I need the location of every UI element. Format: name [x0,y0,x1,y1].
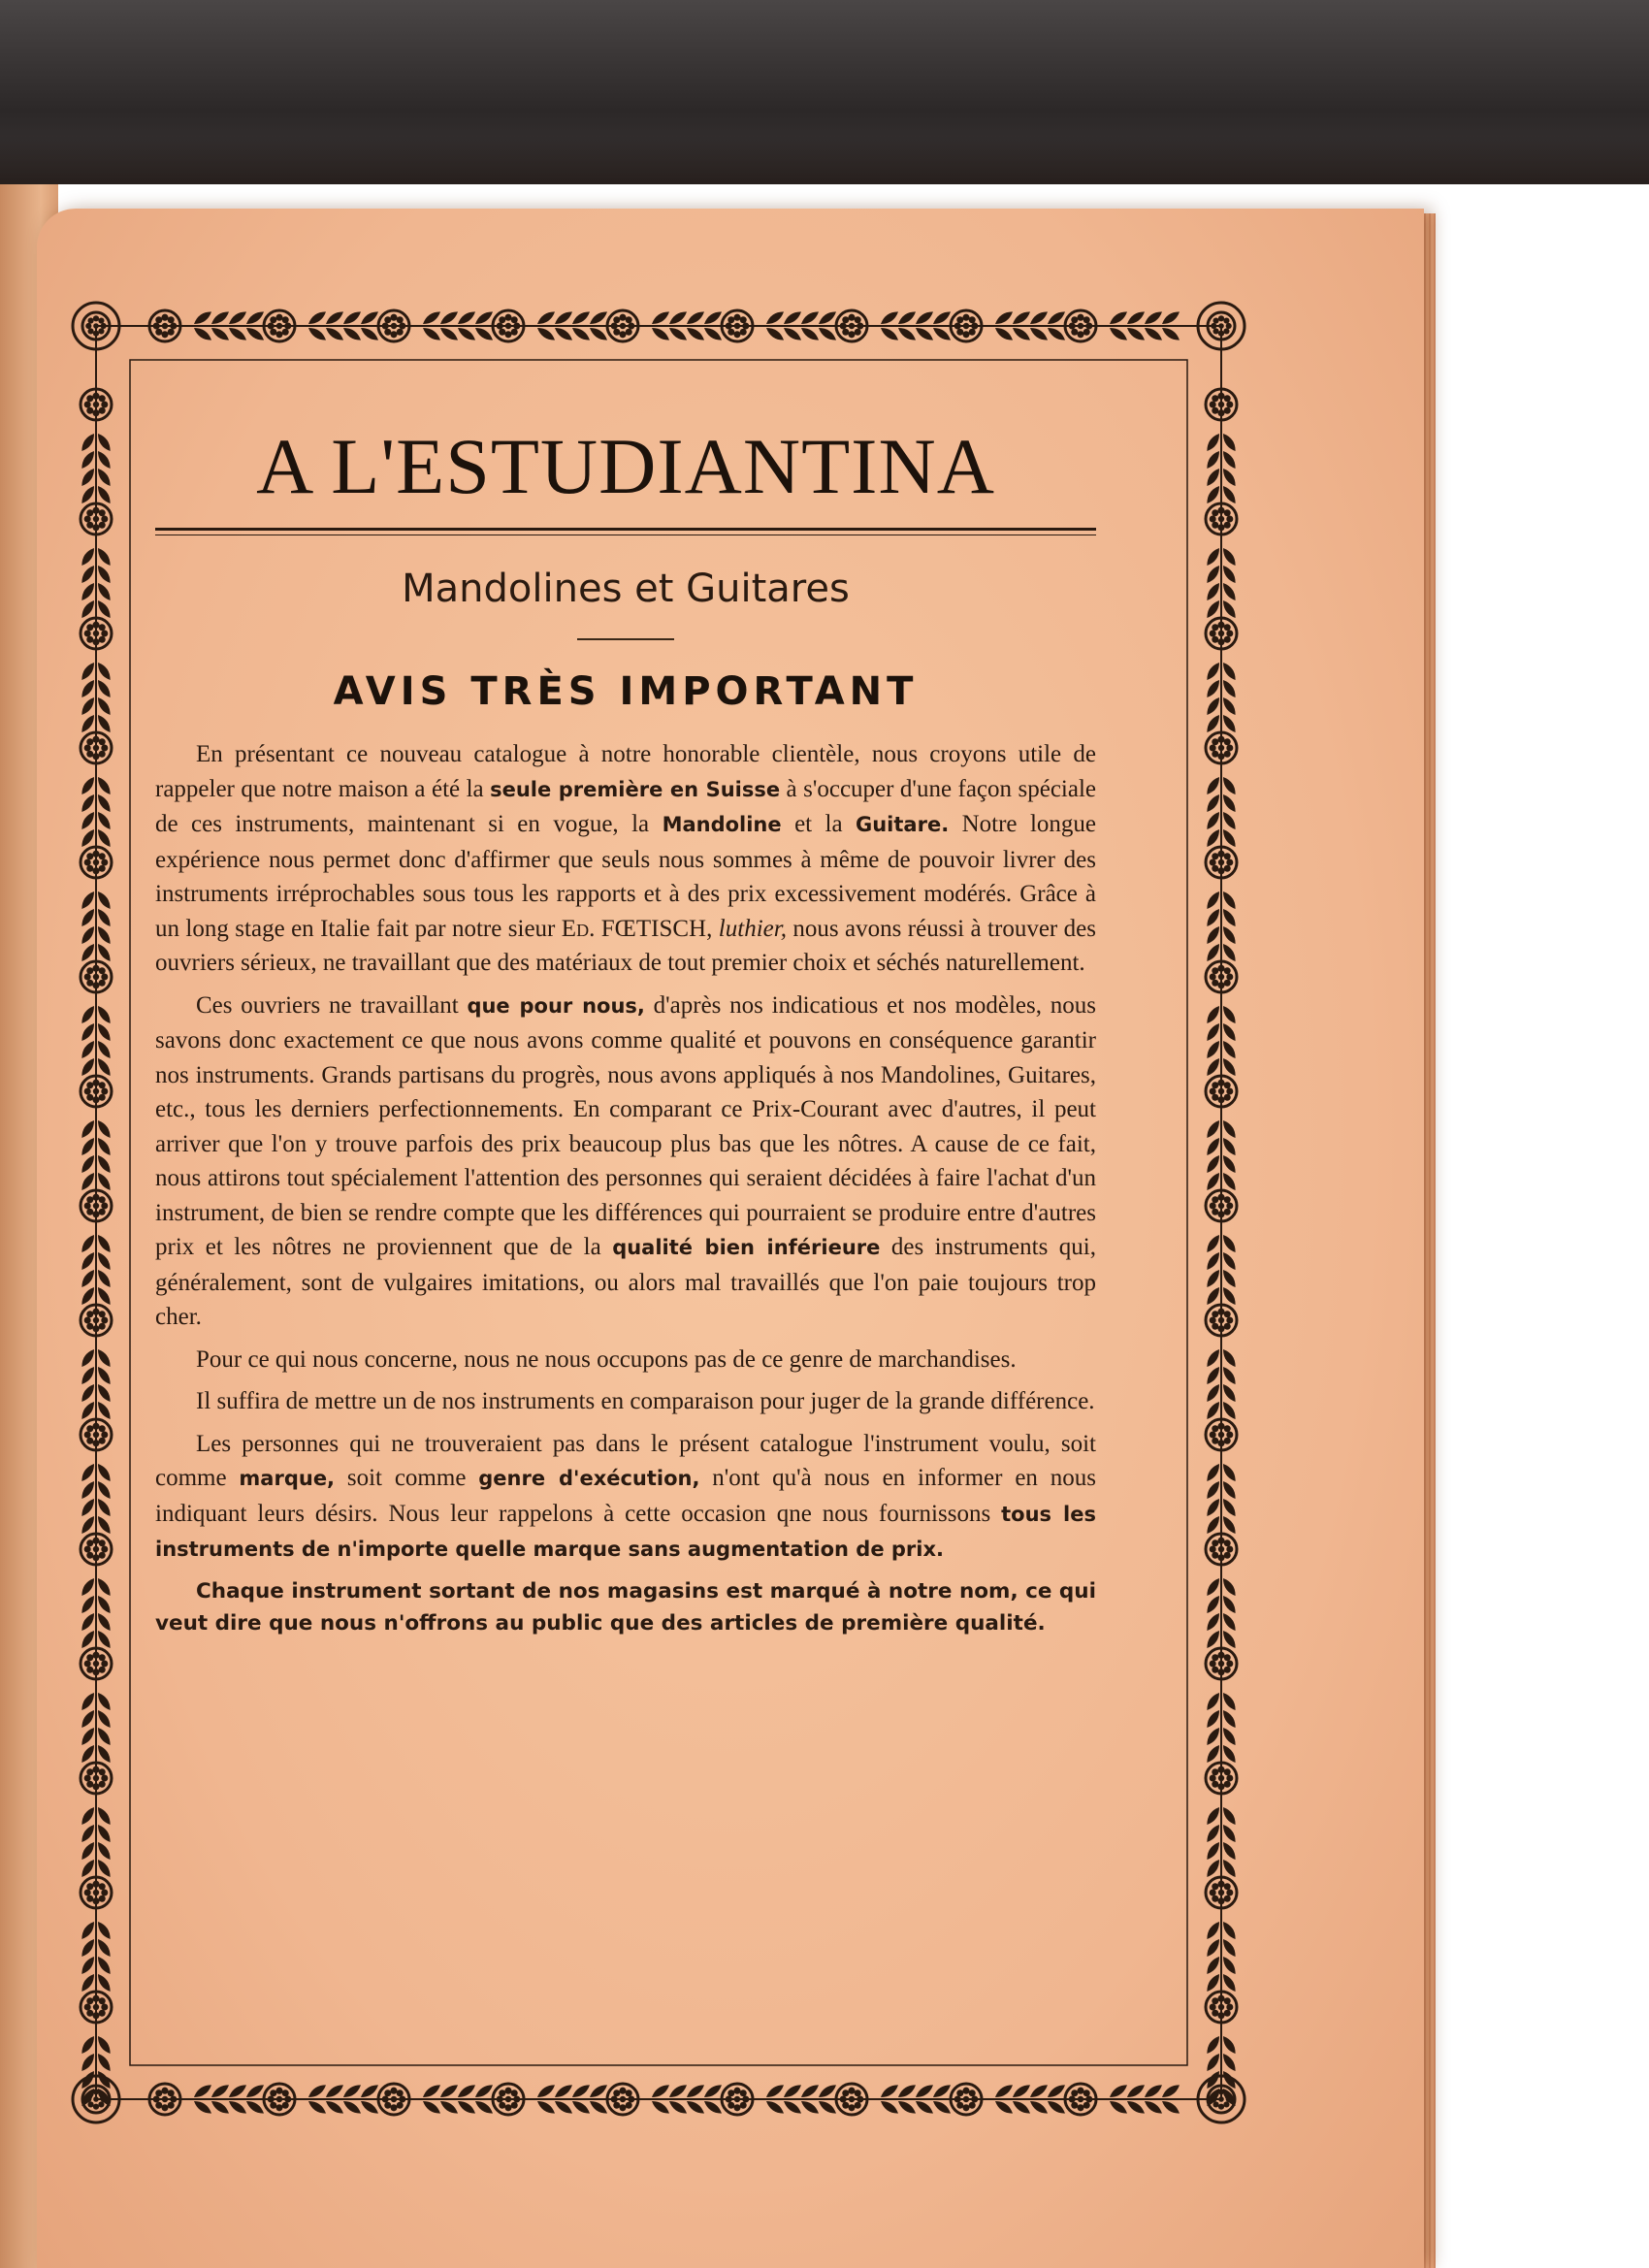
paragraph-6: Chaque instrument sortant de nos magasins est marqué à notre nom, ce qui veut dire que nous n'offrons au public que des articles de première qualité. [155,1578,1096,1636]
text-run: nous avons réussi à trouver des ouvriers sérieux, ne travaillant que des matériaux de tout premier choix et séchés naturellement. [155,915,1096,976]
bold-run: que pour nous, [467,993,645,1018]
page-content [155,422,1097,1647]
bold-run: tous les instruments de n'importe quelle marque sans augmentation de prix. [155,1502,1097,1561]
smallcaps-run: Ed. [561,915,596,942]
paragraph-4: Il suffira de mettre un de nos instruments en comparaison pour juger de la grande différence. [196,1388,1095,1414]
bold-run: Guitare. [856,813,950,836]
text-run: En présentant ce nouveau catalogue à notre honorable clientèle, nous croyons utile de rappeler que notre maison a été la [155,741,1096,802]
text-run: Ces ouvriers ne travaillant [196,991,468,1019]
text-run: soit comme [335,1465,479,1491]
text-run: FŒTISCH, [595,915,719,942]
notice-heading: AVIS TRÈS IMPORTANT [333,669,919,714]
paragraph-1 [155,737,1096,981]
title-double-rule [155,528,1096,535]
italic-run: luthier, [718,915,787,942]
notice-body [155,737,1096,1639]
page-subtitle: Mandolines et Guitares [402,567,850,611]
text-run: à s'occuper d'une façon spéciale de ces instruments, maintenant si en vogue, la [155,775,1096,837]
scanner-background [0,0,1649,184]
bold-run: Mandoline [662,813,782,836]
bold-run: genre d'exécution, [478,1467,700,1490]
page-title: A L'ESTUDIANTINA [256,422,995,510]
bold-run: qualité bien inférieure [612,1236,881,1259]
bold-run: marque, [239,1467,336,1490]
text-run: d'après nos indicatious et nos modèles, nous savons donc exactement ce que nous avons comme qualité et pouvons en conséquence garantir nos instruments. Grands partisans du progrès, nous avons appliqués à nos Mandolines, Guitares, etc., tous les derniers perfectionnements. En comparant ce Prix-Courant avec d'autres, il peut arriver que l'on y trouve parfois des prix beaucoup plus bas que les nôtres. A cause de ce fait, nous attirons tout spécialement l'attention des personnes qui seraient décidées à faire l'achat d'un instrument, de bien se rendre compte que les différences qui pourraient se produire entre d'autres prix et les nôtres ne proviennent que de la [155,991,1096,1260]
subtitle-divider [577,638,674,640]
paragraph-3: Pour ce qui nous concerne, nous ne nous occupons pas de ce genre de marchandises. [196,1345,1017,1373]
text-run: n'ont qu'à nous en informer en nous indiquant leurs désirs. Nous leur rappelons à cette occasion qne nous fournissons [155,1465,1096,1527]
bold-run: seule première en Suisse [490,777,781,801]
text-run: et la [781,811,856,837]
paragraph-5 [155,1427,1096,1568]
paragraph-2 [155,988,1096,1335]
text-run: des instruments qui, généralement, sont de vulgaires imitations, ou alors mal travaillés que l'on paie toujours trop cher. [155,1234,1096,1330]
text-run: Notre longue expérience nous permet donc d'affirmer que seuls nous sommes à même de pouvoir livrer des instruments irréprochables sous tous les rapports et à des prix excessivement modérés. Grâce à un long stage en Italie fait par notre sieur [155,811,1096,942]
text-run: Les personnes qui ne trouveraient pas dans le présent catalogue l'instrument voulu, soit comme [155,1430,1096,1491]
